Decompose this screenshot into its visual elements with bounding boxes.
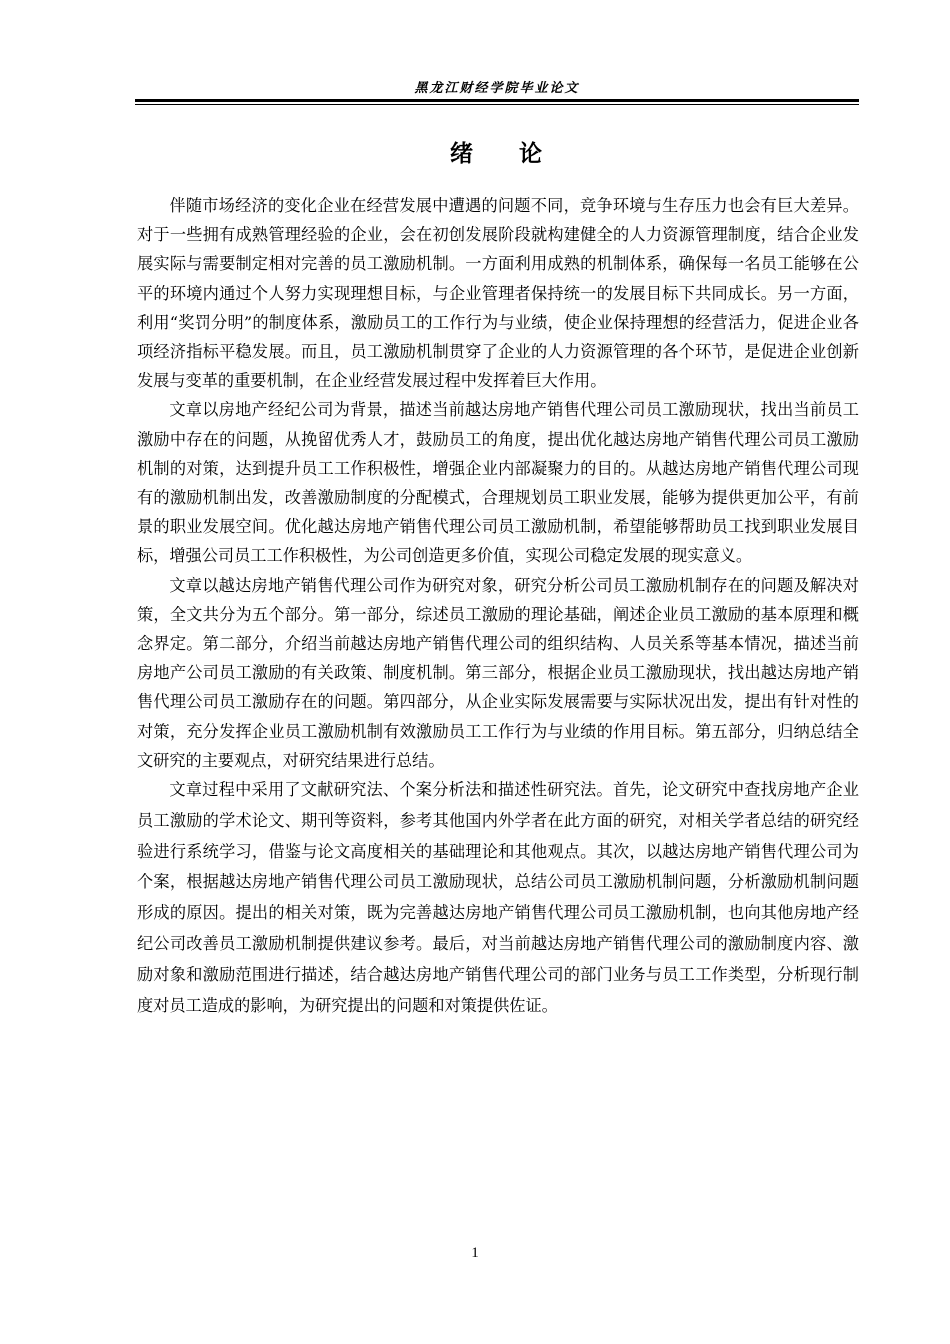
chapter-title <box>135 138 859 170</box>
running-header: 黑龙江财经学院毕业论文 <box>414 81 580 96</box>
chapter-title-left: 绪 <box>450 141 475 167</box>
header-rule-thick <box>135 99 859 102</box>
paragraph-2: 文章以房地产经纪公司为背景，描述当前越达房地产销售代理公司员工激励现状，找出当前员工激励中存在的问题，从挽留优秀人才，鼓励员工的角度，提出优化越达房地产销售代理公司员工激励机制的对策，达到提升员工工作积极性，增强企业内部凝聚力的目的。从越达房地产销售代理公司现有的激励机制出发，改善激励制度的分配模式，合理规划员工职业发展，能够为提供更加公平，有前景的职业发展空间。优化越达房地产销售代理公司员工激励机制，希望能够帮助员工找到职业发展目标，增强公司员工工作积极性，为公司创造更多价值，实现公司稳定发展的现实意义。 <box>137 400 859 566</box>
chapter-title-right: 论 <box>519 141 544 167</box>
page-number: 1 <box>471 1245 479 1261</box>
body-text <box>137 191 859 1021</box>
paragraph-3: 文章以越达房地产销售代理公司作为研究对象，研究分析公司员工激励机制存在的问题及解决对策，全文共分为五个部分。第一部分，综述员工激励的理论基础，阐述企业员工激励的基本原理和概念界定。第二部分，介绍当前越达房地产销售代理公司的组织结构、人员关系等基本情况，描述当前房地产公司员工激励的有关政策、制度机制。第三部分，根据企业员工激励现状，找出越达房地产销售代理公司员工激励存在的问题。第四部分，从企业实际发展需要与实际状况出发，提出有针对性的对策，充分发挥企业员工激励机制有效激励员工工作行为与业绩的作用目标。第五部分，归纳总结全文研究的主要观点，对研究结果进行总结。 <box>137 575 859 770</box>
header-rule-thin <box>135 104 859 105</box>
paragraph-1: 伴随市场经济的变化企业在经营发展中遭遇的问题不同，竞争环境与生存压力也会有巨大差异。对于一些拥有成熟管理经验的企业，会在初创发展阶段就构建健全的人力资源管理制度，结合企业发展实际与需要制定相对完善的员工激励机制。一方面利用成熟的机制体系，确保每一名员工能够在公平的环境内通过个人努力实现理想目标，与企业管理者保持统一的发展目标下共同成长。另一方面，利用“奖罚分明”的制度体系，激励员工的工作行为与业绩，使企业保持理想的经营活力，促进企业各项经济指标平稳发展。而且，员工激励机制贯穿了企业的人力资源管理的各个环节，是促进企业创新发展与变革的重要机制，在企业经营发展过程中发挥着巨大作用。 <box>137 196 859 391</box>
paragraph-4: 文章过程中采用了文献研究法、个案分析法和描述性研究法。首先，论文研究中查找房地产企业员工激励的学术论文、期刊等资料，参考其他国内外学者在此方面的研究，对相关学者总结的研究经验进行系统学习，借鉴与论文高度相关的基础理论和其他观点。其次，以越达房地产销售代理公司为个案，根据越达房地产销售代理公司员工激励现状，总结公司员工激励机制问题，分析激励机制问题形成的原因。提出的相关对策，既为完善越达房地产销售代理公司员工激励机制，也向其他房地产经纪公司改善员工激励机制提供建议参考。最后，对当前越达房地产销售代理公司的激励制度内容、激励对象和激励范围进行描述，结合越达房地产销售代理公司的部门业务与员工工作类型，分析现行制度对员工造成的影响，为研究提出的问题和对策提供佐证。 <box>137 780 859 1015</box>
